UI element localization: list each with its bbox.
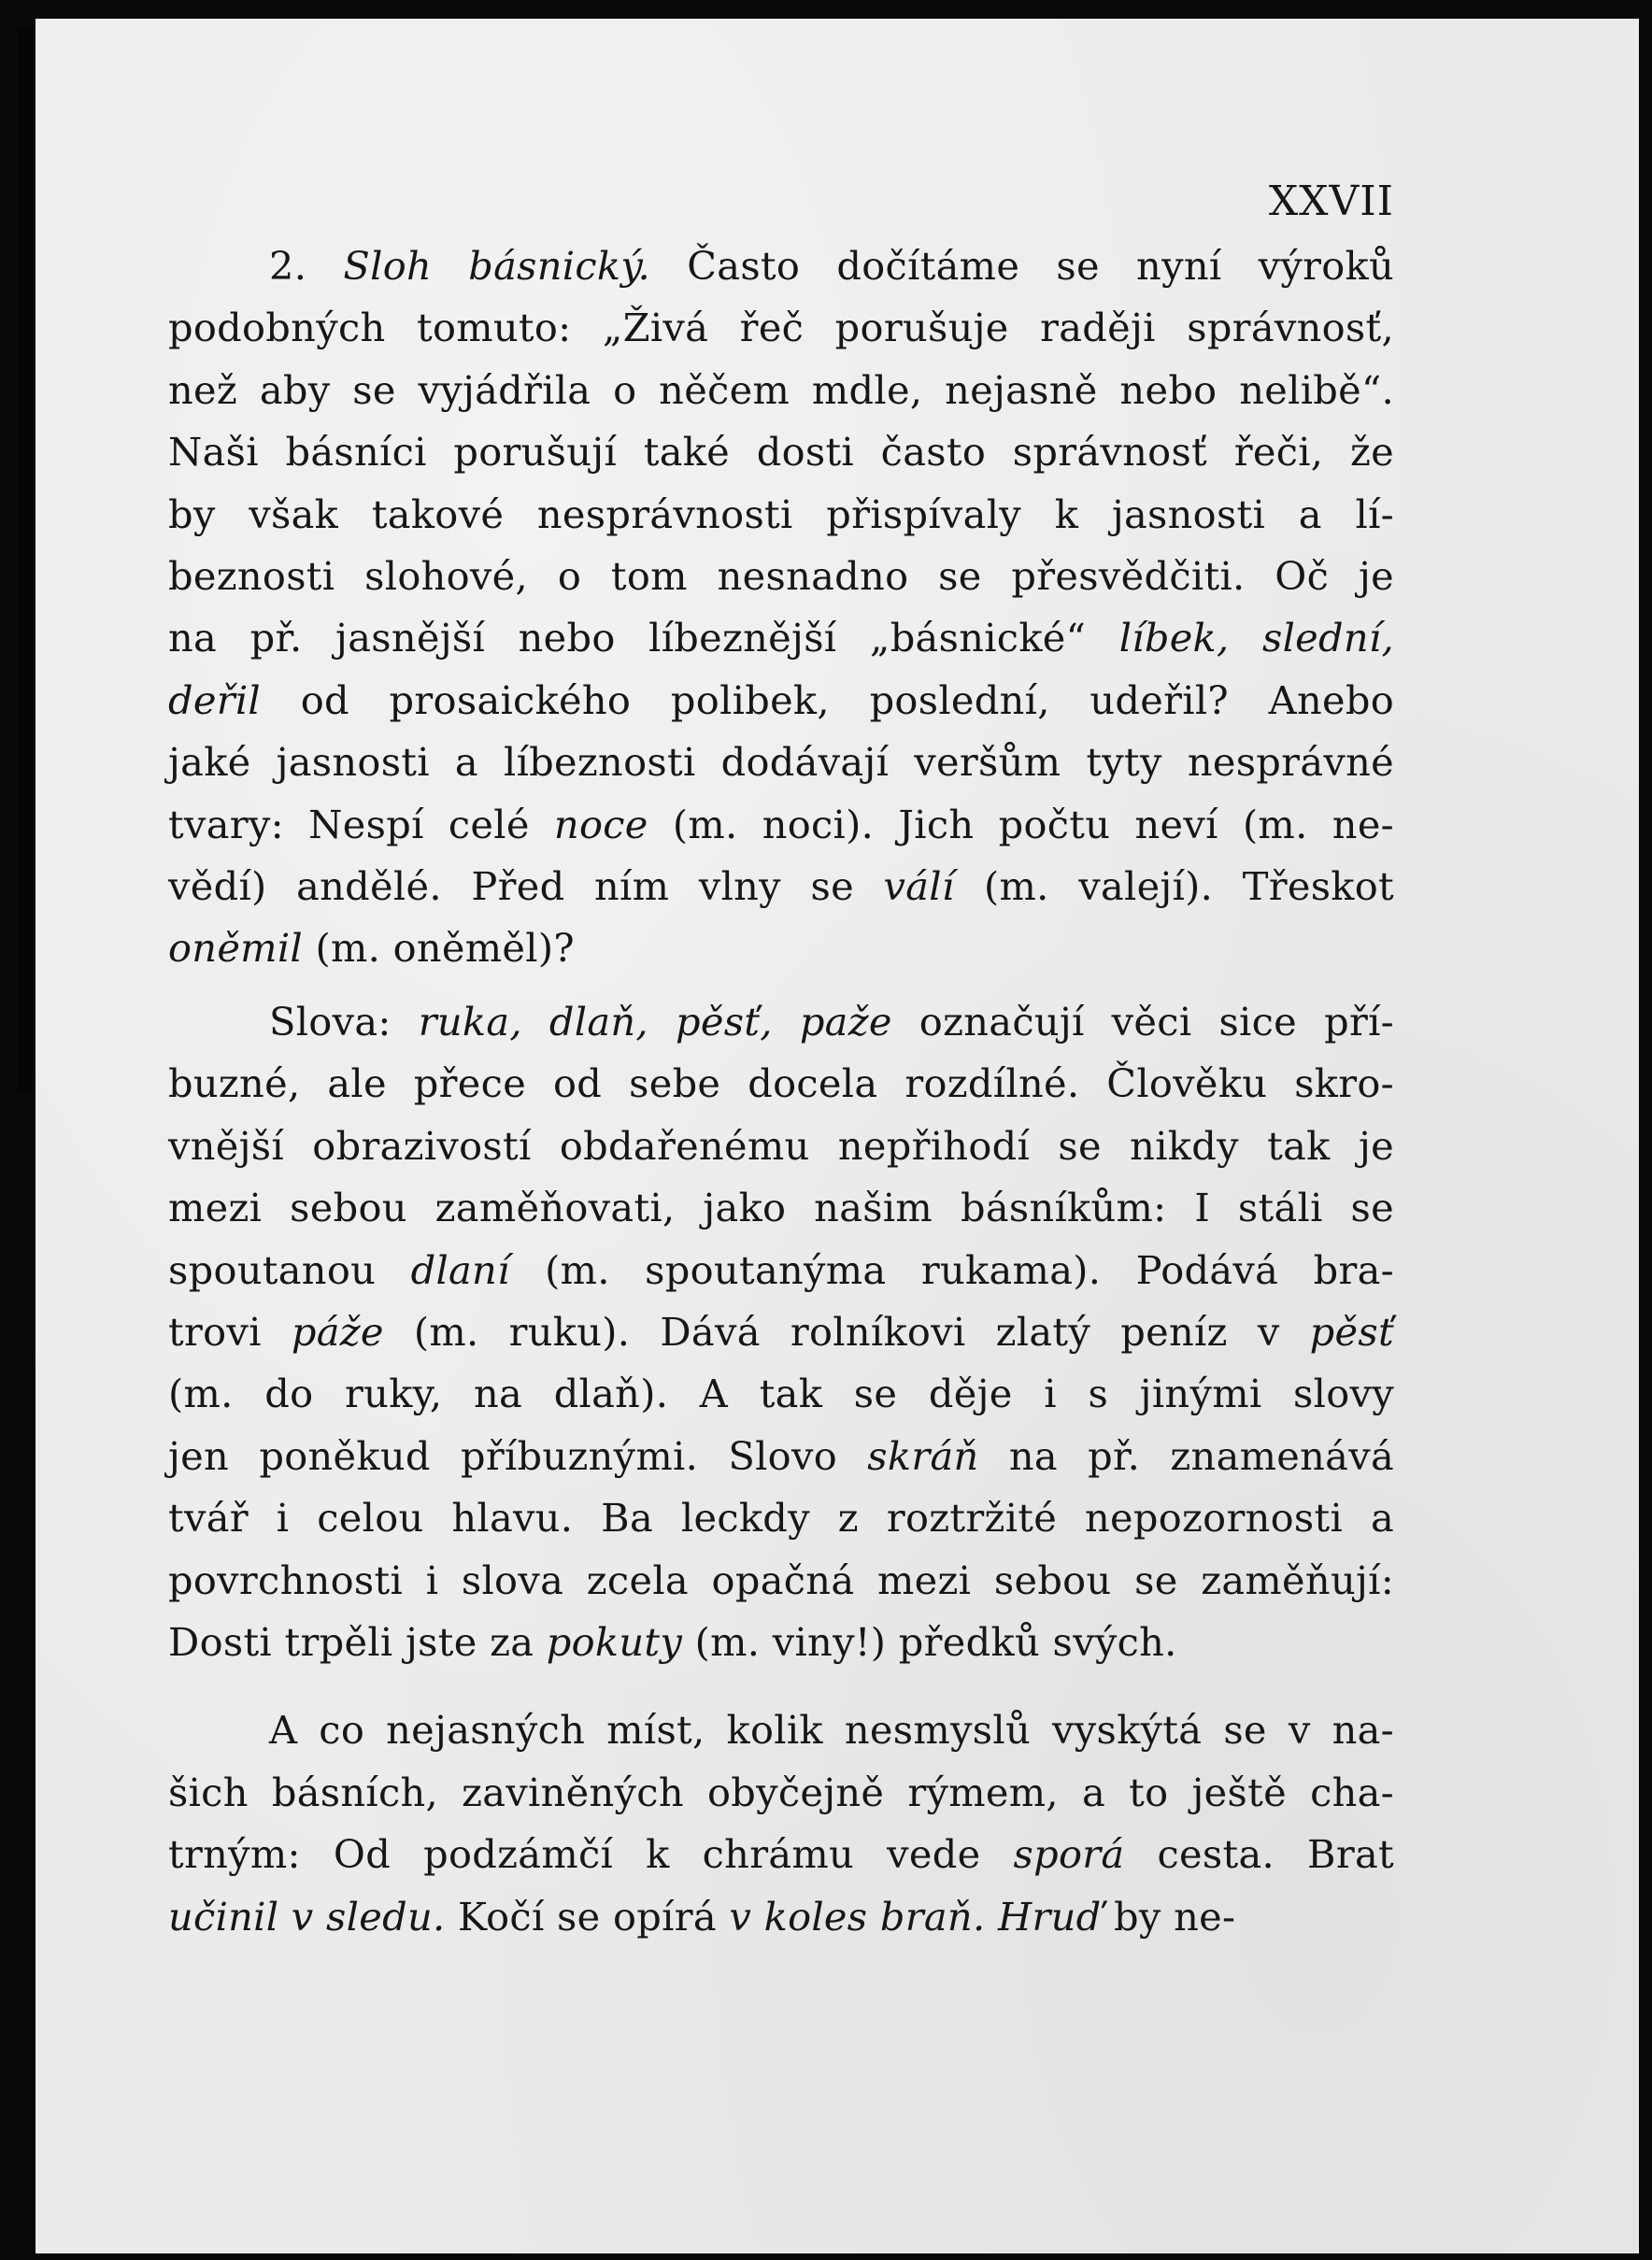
text-line	[168, 794, 1394, 856]
text-line	[168, 421, 1394, 483]
text-line	[168, 670, 1394, 732]
text-segment: jen poněkud příbuznými. Slovo	[168, 1432, 868, 1479]
text-segment: by ne-	[1101, 1893, 1236, 1940]
text-line	[168, 360, 1394, 421]
text-line	[168, 1363, 1394, 1425]
text-segment: trným: Od podzámčí k chrámu vede	[168, 1831, 1014, 1878]
text-segment: by však takové nesprávnosti přispívaly k jasnosti a lí-	[168, 490, 1394, 537]
text-segment: Slova:	[269, 998, 419, 1045]
text-line	[168, 1116, 1394, 1177]
italic-word: sporá	[1013, 1831, 1125, 1878]
text-segment: tvary: Nespí celé	[168, 801, 554, 847]
italic-word: válí	[883, 863, 955, 910]
text-segment: (m. spoutanýma rukama). Podává bra-	[509, 1246, 1394, 1293]
text-segment: Naši básníci porušují také dosti často správnosť řeči, že	[168, 429, 1394, 476]
text-line	[168, 484, 1394, 546]
binding-edge	[19, 28, 32, 1093]
text-line	[168, 297, 1394, 359]
paragraph	[168, 1699, 1394, 1948]
italic-word: pokuty	[546, 1618, 683, 1665]
text-line	[168, 1886, 1394, 1948]
italic-word: dlaní	[410, 1246, 510, 1293]
text-segment: (m. ruku). Dává rolníkovi zlatý peníz v	[383, 1308, 1310, 1355]
italic-word: Hruď	[997, 1893, 1102, 1940]
text-line	[168, 1487, 1394, 1549]
text-line	[168, 1550, 1394, 1612]
text-line	[168, 1762, 1394, 1824]
paragraph	[168, 235, 1394, 980]
text-line	[168, 991, 1394, 1053]
text-line	[168, 546, 1394, 607]
page-text	[168, 174, 1394, 1948]
text-segment: než aby se vyjádřila o něčem mdle, nejasně nebo nelibě“.	[168, 366, 1394, 413]
text-line	[168, 732, 1394, 793]
text-line	[168, 1612, 1394, 1673]
text-segment: označují věci sice pří-	[891, 998, 1394, 1045]
paragraphs	[168, 235, 1394, 1948]
text-segment: Dosti trpěli jste za	[168, 1618, 547, 1665]
text-segment: buzné, ale přece od sebe docela rozdílné. Člověku skro-	[168, 1060, 1394, 1107]
italic-word: Sloh básnický.	[343, 243, 651, 289]
text-segment: (m. viny!) předků svých.	[682, 1618, 1177, 1665]
italic-word: oněmil	[168, 925, 303, 972]
text-segment: povrchnosti i slova zcela opačná mezi sebou se zaměňují:	[168, 1556, 1394, 1603]
text-segment: Kočí se opírá	[445, 1893, 730, 1940]
text-segment: od prosaického polibek, poslední, udeřil? Anebo	[261, 676, 1394, 723]
text-segment: (m. valejí). Třeskot	[954, 863, 1394, 910]
text-segment: cesta. Brat	[1124, 1831, 1394, 1878]
text-line	[168, 856, 1394, 917]
text-segment: jaké jasnosti a líbeznosti dodávají veršům tyty nesprávné	[168, 739, 1394, 786]
text-line	[168, 1426, 1394, 1487]
text-segment: na př. znamenává	[978, 1432, 1394, 1479]
text-line	[168, 1053, 1394, 1115]
text-segment: mezi sebou zaměňovati, jako našim básníkům: I stáli se	[168, 1185, 1394, 1231]
text-segment: Často dočítáme se nyní výroků	[650, 243, 1395, 289]
text-segment: 2.	[269, 243, 344, 289]
text-segment: vědí) andělé. Před ním vlny se	[168, 863, 884, 910]
text-segment: šich básních, zaviněných obyčejně rýmem, a to ještě cha-	[168, 1769, 1394, 1815]
text-line	[168, 1177, 1394, 1239]
italic-word: pěsť	[1309, 1308, 1394, 1355]
text-segment: vnější obrazivostí obdařenému nepřihodí se nikdy tak je	[168, 1122, 1394, 1169]
italic-word: v koles braň.	[729, 1893, 986, 1940]
italic-word: deřil	[168, 676, 262, 723]
text-segment: A co nejasných míst, kolik nesmyslů vyskýtá se v na-	[269, 1707, 1394, 1754]
text-line	[168, 1301, 1394, 1363]
text-segment: spoutanou	[168, 1246, 411, 1293]
page-number: XXVII	[1268, 178, 1394, 225]
text-line	[168, 917, 1394, 979]
text-segment	[985, 1894, 998, 1940]
italic-word: páže	[291, 1308, 384, 1355]
text-line	[168, 1824, 1394, 1885]
text-segment: tvář i celou hlavu. Ba leckdy z roztržité nepozornosti a	[168, 1495, 1394, 1542]
italic-word: učinil v sledu.	[168, 1893, 446, 1940]
italic-word: skráň	[867, 1432, 979, 1479]
text-line	[168, 607, 1394, 669]
text-segment: podobných tomuto: „Živá řeč porušuje raději správnosť,	[168, 305, 1394, 351]
text-segment: (m. oněměl)?	[302, 925, 575, 972]
text-segment: (m. noci). Jich počtu neví (m. ne-	[648, 801, 1394, 847]
text-line	[168, 235, 1394, 297]
text-line	[168, 1699, 1394, 1761]
italic-word: líbek, slední,	[1118, 615, 1394, 661]
text-segment: (m. do ruky, na dlaň). A tak se děje i s jinými slovy	[168, 1371, 1394, 1417]
text-segment: na př. jasnější nebo líbeznější „básnické“	[168, 615, 1119, 661]
italic-word: noce	[553, 801, 648, 847]
paragraph	[168, 991, 1394, 1673]
text-line	[168, 1240, 1394, 1301]
text-segment: trovi	[168, 1308, 292, 1355]
text-segment: beznosti slohové, o tom nesnadno se přesvědčiti. Oč je	[168, 553, 1394, 600]
italic-word: ruka, dlaň, pěsť, paže	[418, 998, 892, 1045]
